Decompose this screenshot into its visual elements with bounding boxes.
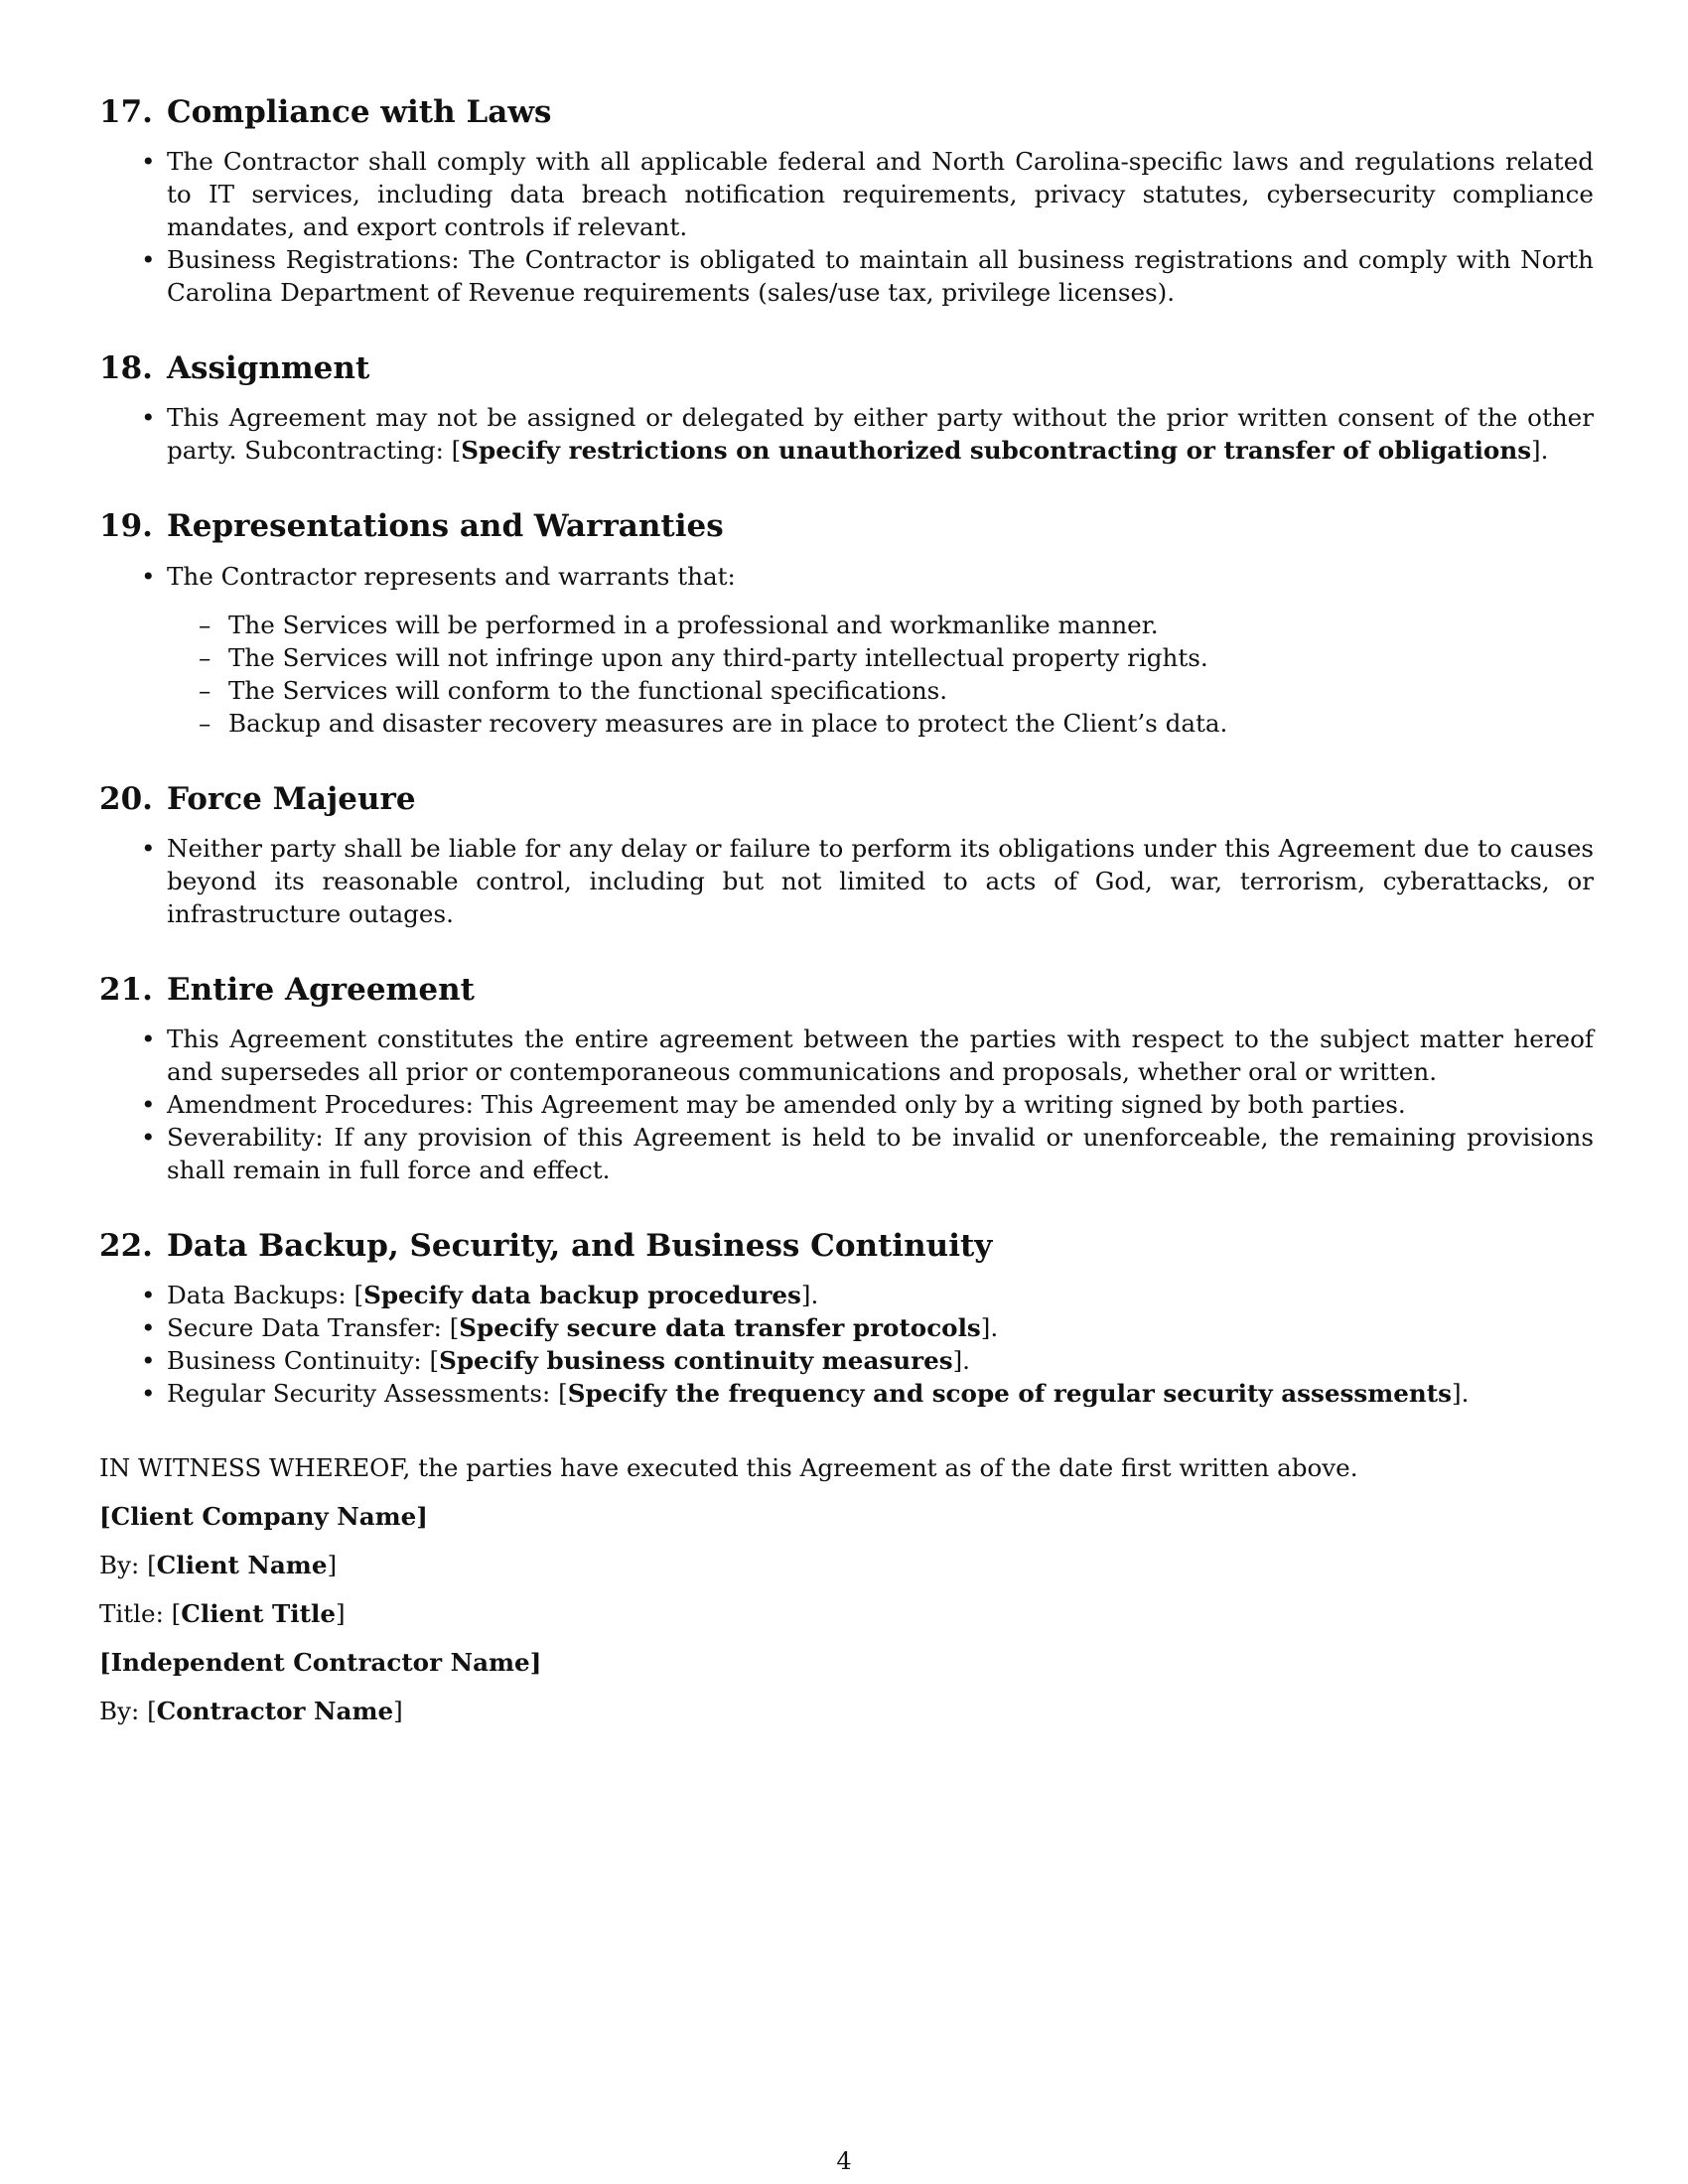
item-text: Amendment Procedures: This Agreement may be amended only by a writing signed by both parties. xyxy=(167,1089,1406,1119)
section-22 xyxy=(99,1228,1594,1410)
item-text: This Agreement constitutes the entire agreement between the parties with respect to the subject matter hereof and supersedes all prior or contemporaneous communications and proposals, whether oral or written. xyxy=(167,1024,1594,1086)
placeholder-text: Specify business continuity measures xyxy=(439,1346,953,1376)
list-item xyxy=(167,243,1594,309)
item-text-post: ]. xyxy=(980,1313,999,1343)
sub-list-item: – Backup and disaster recovery measures are in place to protect the Client’s data. xyxy=(228,707,1594,740)
list-item xyxy=(167,1121,1594,1186)
section-title: Data Backup, Security, and Business Continuity xyxy=(166,1227,993,1264)
bullet-list xyxy=(99,832,1594,930)
witness-statement: IN WITNESS WHEREOF, the parties have executed this Agreement as of the date first written above. xyxy=(99,1453,1358,1483)
signature-line xyxy=(99,1500,1594,1533)
section-title: Force Majeure xyxy=(166,780,416,817)
signature-placeholder: [Independent Contractor Name] xyxy=(99,1648,542,1678)
section-heading xyxy=(99,972,1594,1009)
page-number: 4 xyxy=(836,2147,852,2175)
section-title: Representations and Warranties xyxy=(166,508,724,545)
section-heading xyxy=(99,781,1594,818)
sub-list-item: – The Services will be performed in a professional and workmanlike manner. xyxy=(228,609,1594,641)
section-heading xyxy=(99,94,1594,131)
signature-line xyxy=(99,1597,1594,1630)
signature-label: By: [ xyxy=(99,1551,157,1580)
signature-placeholder: Client Name xyxy=(156,1551,328,1580)
section-heading xyxy=(99,350,1594,387)
item-text: Neither party shall be liable for any delay or failure to perform its obligations under this Agreement due to causes beyond its reasonable control, including but not limited to acts of God, war, terrorism, cyberattacks, or infrastructure outages. xyxy=(167,833,1594,928)
signature-label: By: [ xyxy=(99,1697,157,1726)
sub-list-item: – The Services will conform to the functional specifications. xyxy=(228,674,1594,707)
item-text-post: ]. xyxy=(1451,1379,1470,1409)
signature-suffix: ] xyxy=(336,1599,346,1629)
section-title: Assignment xyxy=(166,350,370,387)
section-title: Entire Agreement xyxy=(166,971,475,1008)
bullet-list xyxy=(99,1023,1594,1186)
list-item xyxy=(167,1023,1594,1088)
item-text-pre: Regular Security Assessments: [ xyxy=(167,1379,568,1409)
list-item xyxy=(167,1311,1594,1344)
signature-placeholder: Client Title xyxy=(181,1599,336,1629)
sub-list-item: – The Services will not infringe upon any third-party intellectual property rights. xyxy=(228,641,1594,674)
signature-line xyxy=(99,1646,1594,1679)
item-text-post: ]. xyxy=(1531,436,1549,466)
section-number: 22. xyxy=(99,1227,153,1264)
list-item xyxy=(167,560,1594,740)
item-text-post: ]. xyxy=(800,1281,819,1310)
signature-line xyxy=(99,1695,1594,1727)
sections-container xyxy=(99,94,1594,1410)
signature-label: Title: [ xyxy=(99,1599,182,1629)
item-text: The Contractor shall comply with all applicable federal and North Carolina-specific laws and regulations related to IT services, including data breach notification requirements, privacy statutes, cybersecurity compliance mandates, and export controls if relevant. xyxy=(167,147,1594,242)
bullet-list xyxy=(99,145,1594,309)
signature-line xyxy=(99,1549,1594,1581)
signature-suffix: ] xyxy=(393,1697,403,1726)
document-page xyxy=(99,94,1594,1743)
section-number: 17. xyxy=(99,94,153,130)
item-text-pre: This Agreement may not be assigned or delegated by either party without the prior written consent of the other party. Subcontracting: [ xyxy=(167,403,1594,466)
sub-list xyxy=(167,609,1594,740)
section-number: 20. xyxy=(99,780,153,817)
placeholder-text: Specify restrictions on unauthorized subcontracting or transfer of obligations xyxy=(461,436,1532,466)
section-heading xyxy=(99,508,1594,545)
item-text-post: ]. xyxy=(952,1346,970,1376)
signature-block xyxy=(99,1451,1594,1727)
signature-placeholder: [Client Company Name] xyxy=(99,1502,428,1532)
bullet-list xyxy=(99,401,1594,467)
signature-suffix: ] xyxy=(327,1551,338,1580)
section-title: Compliance with Laws xyxy=(166,94,552,130)
section-number: 18. xyxy=(99,350,153,387)
list-item xyxy=(167,1279,1594,1311)
section-heading xyxy=(99,1228,1594,1265)
list-item xyxy=(167,1377,1594,1410)
item-text: Severability: If any provision of this Agreement is held to be invalid or unenforceable, the remaining provisions shall remain in full force and effect. xyxy=(167,1122,1594,1184)
item-text-pre: Data Backups: [ xyxy=(167,1281,364,1310)
placeholder-text: Specify data backup procedures xyxy=(363,1281,801,1310)
section-number: 21. xyxy=(99,971,153,1008)
section-20 xyxy=(99,781,1594,930)
section-19 xyxy=(99,508,1594,739)
list-item xyxy=(167,1088,1594,1121)
placeholder-text: Specify the frequency and scope of regular security assessments xyxy=(567,1379,1452,1409)
section-18 xyxy=(99,350,1594,467)
item-text-pre: Secure Data Transfer: [ xyxy=(167,1313,460,1343)
bullet-list xyxy=(99,560,1594,740)
placeholder-text: Specify secure data transfer protocols xyxy=(459,1313,981,1343)
item-text-pre: Business Continuity: [ xyxy=(167,1346,440,1376)
list-item xyxy=(167,401,1594,467)
section-number: 19. xyxy=(99,508,153,545)
section-21 xyxy=(99,972,1594,1186)
list-item xyxy=(167,1344,1594,1377)
list-item xyxy=(167,145,1594,243)
signature-placeholder: Contractor Name xyxy=(156,1697,394,1726)
item-text: Business Registrations: The Contractor is obligated to maintain all business registrations and comply with North Carolina Department of Revenue requirements (sales/use tax, privilege licenses). xyxy=(167,245,1594,308)
section-17 xyxy=(99,94,1594,309)
item-text: The Contractor represents and warrants that: xyxy=(167,561,736,591)
list-item xyxy=(167,832,1594,930)
bullet-list xyxy=(99,1279,1594,1410)
signature-lines xyxy=(99,1500,1594,1727)
